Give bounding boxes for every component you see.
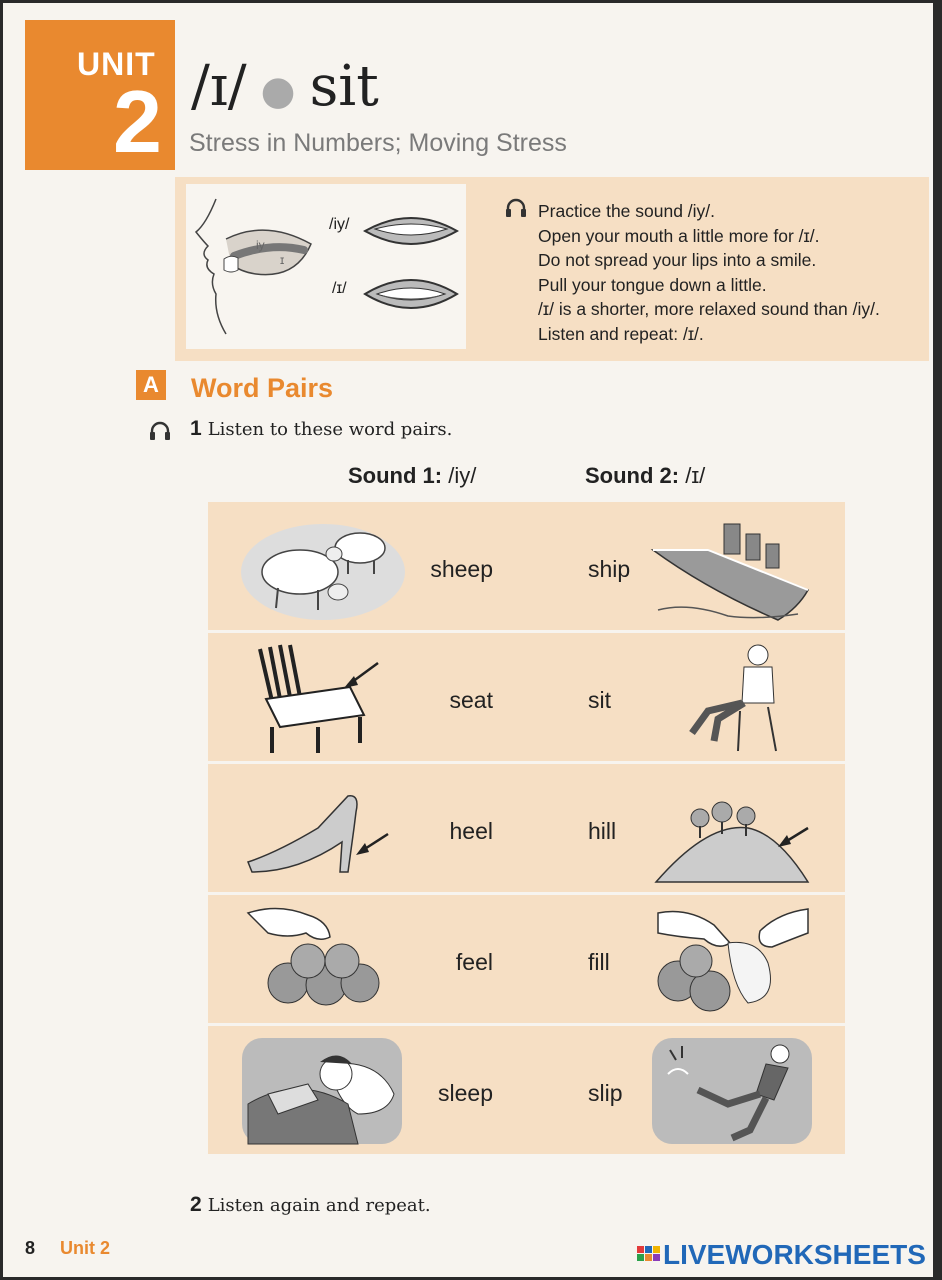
practice-line: Open your mouth a little more for /ɪ/. xyxy=(538,225,820,246)
liveworksheets-logo-icon xyxy=(637,1246,661,1270)
practice-line: Pull your tongue down a little. xyxy=(538,274,767,295)
word-sound2: slip xyxy=(588,1080,623,1106)
footer-unit: Unit 2 xyxy=(60,1238,111,1258)
headphones-icon[interactable] xyxy=(505,198,527,218)
word-pair-row xyxy=(208,1026,845,1154)
mouth-diagram xyxy=(186,184,466,349)
word-sound1: sleep xyxy=(438,1080,493,1106)
word-pair-row xyxy=(208,895,845,1023)
word-sound2: fill xyxy=(588,949,610,975)
word-pair-row xyxy=(208,633,845,761)
chair-icon xyxy=(238,641,408,753)
sheep-icon xyxy=(238,510,408,622)
watermark: LIVEWORKSHEETS xyxy=(663,1239,926,1270)
hands-filling-bag-icon xyxy=(648,903,818,1015)
instruction-number: 1 xyxy=(190,417,202,440)
word-sound1: seat xyxy=(449,687,493,713)
label-ih: /ɪ/ xyxy=(332,280,347,297)
word-sound2: hill xyxy=(588,818,617,844)
page-number: 8 xyxy=(25,1238,36,1258)
instruction-1 xyxy=(190,417,452,441)
hand-feeling-fruit-icon xyxy=(238,903,408,1015)
unit-label: UNIT xyxy=(77,46,156,82)
unit-number: 2 xyxy=(113,72,162,171)
instruction-text: Listen again and repeat. xyxy=(207,1195,431,1216)
word-pair-row xyxy=(208,764,845,892)
word-pair-row xyxy=(208,502,845,630)
slipping-man-icon xyxy=(648,1034,818,1146)
word-sound1: sheep xyxy=(430,556,493,582)
svg-text:ɪ: ɪ xyxy=(280,253,285,267)
unit-badge xyxy=(25,20,175,170)
page-title xyxy=(191,54,379,119)
instruction-2 xyxy=(190,1193,431,1217)
title-dot-icon: ● xyxy=(260,67,296,114)
label-iy: /iy/ xyxy=(329,216,350,233)
word-sound2: sit xyxy=(588,687,611,713)
headphones-icon[interactable] xyxy=(149,421,171,441)
practice-instructions xyxy=(538,199,880,347)
instruction-text: Listen to these word pairs. xyxy=(207,419,453,440)
practice-line: Practice the sound /iy/. xyxy=(538,201,716,221)
practice-line: /ɪ/ is a shorter, more relaxed sound than /iy/. xyxy=(538,299,880,320)
page-subtitle: Stress in Numbers; Moving Stress xyxy=(189,129,567,157)
title-symbol: /ɪ/ xyxy=(191,54,247,119)
lips-spread-icon xyxy=(363,211,459,251)
title-word: sit xyxy=(309,54,379,119)
practice-line: Listen and repeat: /ɪ/. xyxy=(538,323,704,344)
mouth-profile-icon xyxy=(186,184,466,349)
word-sound2: ship xyxy=(588,556,631,582)
column-header-sound1: Sound 1: /iy/ xyxy=(348,463,477,488)
practice-line: Do not spread your lips into a smile. xyxy=(538,250,817,271)
sleeping-man-icon xyxy=(238,1034,408,1146)
ship-icon xyxy=(648,510,818,622)
lips-relaxed-icon xyxy=(363,272,459,316)
svg-text:iy: iy xyxy=(256,238,265,252)
worksheet-page xyxy=(3,3,933,1277)
column-header-sound2: Sound 2: /ɪ/ xyxy=(585,463,706,488)
section-badge: A xyxy=(136,370,166,400)
shoe-heel-icon xyxy=(238,772,408,884)
sitting-man-icon xyxy=(648,641,818,753)
section-title: Word Pairs xyxy=(191,373,334,403)
instruction-number: 2 xyxy=(190,1193,202,1216)
word-sound1: feel xyxy=(455,949,493,975)
word-pairs-table xyxy=(208,502,845,1157)
hill-icon xyxy=(648,772,818,884)
word-sound1: heel xyxy=(449,818,493,844)
